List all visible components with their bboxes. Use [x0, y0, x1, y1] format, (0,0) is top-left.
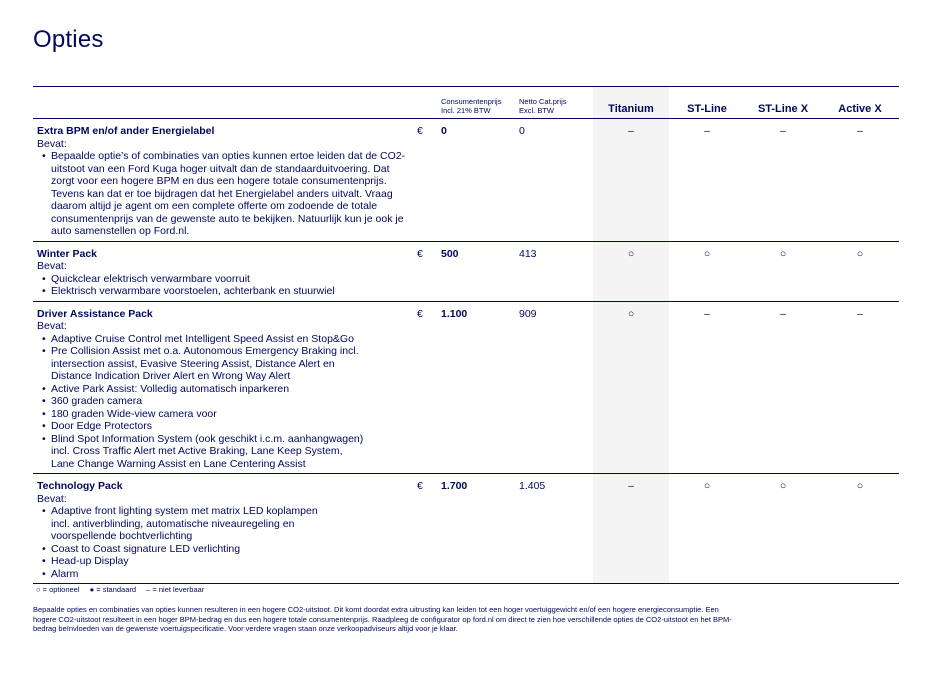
header-net-price-line1: Netto Cat.prijs — [519, 97, 567, 106]
net-price: 0 — [519, 119, 593, 242]
header-trim-active-x: Active X — [838, 102, 882, 115]
availability-active-x: – — [821, 301, 899, 474]
header-option-spacer — [33, 87, 417, 119]
currency-symbol: € — [417, 119, 441, 242]
option-description — [33, 119, 417, 242]
list-item: • Adaptive Cruise Control met Intelligent Speed Assist en Stop&Go — [37, 333, 367, 346]
header-trim-titanium: Titanium — [593, 87, 669, 119]
option-items — [37, 505, 337, 580]
table-row — [33, 474, 899, 584]
option-contains-label: Bevat: — [37, 492, 67, 505]
symbol-legend — [36, 585, 212, 594]
list-item: • Bepaalde optie’s of combinaties van opties kunnen ertoe leiden dat de CO2-uitstoot van een Ford Kuga hoger uitvalt dan de standaarduitvoering. Dat zorgt voor een hogere BPM en dus een hogere totale consumentenprijs. Tevens kan dat er toe bijdragen dat het Energielabel anders uitvalt. Vraag daarom altijd je agent om een complete offerte om zodoende de totale consumentenprijs van de gewenste auto te bekijken. Natuurlijk kun je ook je auto samenstellen op Ford.nl. — [37, 150, 415, 238]
header-net-price — [519, 87, 593, 119]
availability-st-line-x: – — [745, 301, 821, 474]
option-contains-label: Bevat: — [37, 260, 67, 272]
legend-standard: ● = standaard — [89, 585, 137, 594]
table-row — [33, 119, 899, 242]
currency-symbol: € — [417, 474, 441, 584]
list-item: • Active Park Assist: Volledig automatisch inparkeren — [37, 383, 367, 396]
option-name: Technology Pack — [37, 480, 123, 492]
header-consumer-price-line2: Incl. 21% BTW — [441, 105, 491, 115]
currency-symbol: € — [417, 301, 441, 474]
net-price: 1.405 — [519, 474, 593, 584]
currency-symbol: € — [417, 241, 441, 301]
availability-st-line-x: ○ — [745, 474, 821, 584]
header-consumer-price — [441, 87, 519, 119]
option-description — [33, 474, 417, 584]
list-item: • Coast to Coast signature LED verlichting — [37, 543, 337, 556]
header-currency-spacer — [417, 87, 441, 119]
list-item: • 180 graden Wide-view camera voor — [37, 408, 367, 421]
availability-st-line-x: ○ — [745, 241, 821, 301]
page-title: Opties — [33, 26, 104, 53]
list-item: • 360 graden camera — [37, 395, 367, 408]
availability-active-x: – — [821, 119, 899, 242]
option-name: Driver Assistance Pack — [37, 307, 153, 320]
footnote: Bepaalde opties en combinaties van opties kunnen resulteren in een hogere CO2-uitstoot. Dit komt doordat extra uitrusting kan leiden tot een hoger voertuiggewicht en/of een hogere energieconsumptie. Een hogere CO2-uitstoot resulteert in een hoger BPM-bedrag en dus een hogere totale consumentenprijs. Raadpleeg de configurator op ford.nl om direct te zien hoe verschillende opties de CO2-uitstoot en het BPM-bedrag beïnvloeden van de gewenste voertuigspecificatie. Voor verdere vragen staan onze verkoopadviseurs altijd voor je klaar. — [33, 605, 732, 633]
table-row — [33, 241, 899, 301]
option-name: Winter Pack — [37, 247, 98, 260]
consumer-price: 1.700 — [441, 474, 519, 584]
consumer-price: 1.100 — [441, 301, 519, 474]
list-item: • Blind Spot Information System (ook geschikt i.c.m. aanhangwagen) incl. Cross Traffic Alert met Active Braking, Lane Keep System, Lane Change Warning Assist en Lane Centering Assist — [37, 433, 367, 471]
table-header-row — [33, 87, 899, 119]
availability-titanium: ○ — [593, 301, 669, 474]
availability-active-x: ○ — [821, 241, 899, 301]
header-consumer-price-line1: Consumentenprijs — [441, 97, 502, 106]
option-items — [37, 333, 367, 471]
availability-titanium: ○ — [593, 241, 669, 301]
availability-st-line: – — [669, 119, 745, 242]
option-items — [37, 273, 417, 298]
option-description — [33, 241, 417, 301]
option-name: Extra BPM en/of ander Energielabel — [37, 125, 215, 137]
table-row — [33, 301, 899, 474]
net-price: 413 — [519, 241, 593, 301]
availability-titanium: – — [593, 119, 669, 242]
options-table — [33, 86, 899, 584]
option-contains-label: Bevat: — [37, 137, 67, 150]
availability-st-line: ○ — [669, 474, 745, 584]
header-trim-st-line: ST-Line — [687, 102, 727, 115]
availability-st-line: ○ — [669, 241, 745, 301]
list-item: • Adaptive front lighting system met matrix LED koplampen incl. antiverblinding, automatische niveauregeling en voorspellende bochtverlichting — [37, 505, 337, 543]
list-item: • Head-up Display — [37, 555, 337, 568]
option-description — [33, 301, 417, 474]
list-item: • Door Edge Protectors — [37, 420, 367, 433]
legend-unavailable: – = niet leverbaar — [146, 585, 205, 594]
list-item: • Pre Collision Assist met o.a. Autonomous Emergency Braking incl. intersection assist, Evasive Steering Assist, Distance Alert en Distance Indication Driver Alert en Wrong Way Alert — [37, 345, 367, 383]
consumer-price: 0 — [441, 119, 519, 242]
availability-st-line: – — [669, 301, 745, 474]
list-item: • Elektrisch verwarmbare voorstoelen, achterbank en stuurwiel — [37, 285, 417, 298]
net-price: 909 — [519, 301, 593, 474]
availability-titanium: – — [593, 474, 669, 584]
list-item: • Alarm — [37, 568, 337, 581]
option-items — [37, 150, 415, 238]
consumer-price: 500 — [441, 241, 519, 301]
header-trim-st-line-x: ST-Line X — [757, 102, 809, 115]
availability-active-x: ○ — [821, 474, 899, 584]
list-item: • Quickclear elektrisch verwarmbare voorruit — [37, 273, 417, 286]
header-net-price-line2: Excl. BTW — [519, 105, 554, 115]
availability-st-line-x: – — [745, 119, 821, 242]
option-contains-label: Bevat: — [37, 320, 67, 332]
legend-optional: ○ = optioneel — [36, 585, 80, 594]
